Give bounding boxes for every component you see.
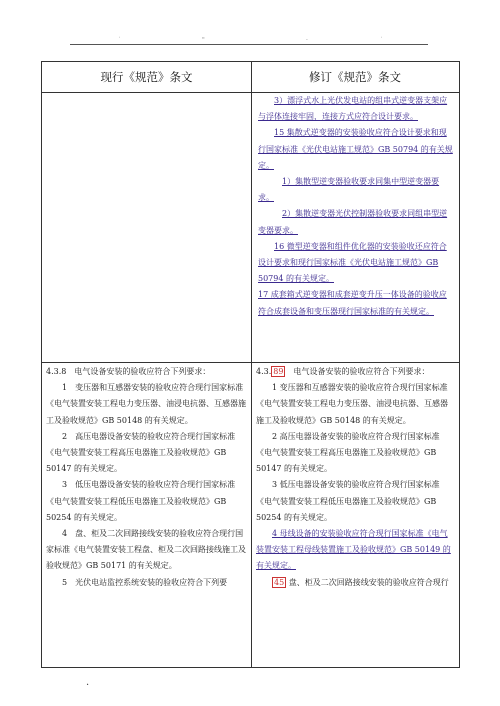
changed-number-mark: 45 [274,577,285,587]
clause-paragraph: 5 光伏电站监控系统安装的验收应符合下列要 [62,577,228,587]
footer-mark: · [86,680,90,691]
clause-heading: 4.3.8 电气设备安装的验收应符合下列要求： [46,367,211,376]
clause-paragraph: 4 盘、柜及二次回路接线安装的验收应符合现行国家标准《电气装置安装工程盘、柜及二次回路接线施工及验收规范》GB 50171 的有关规定。 [46,529,246,571]
header-mark: · [306,37,308,44]
changed-number-mark: 89 [273,367,284,376]
clause-paragraph-text: 盘、柜及二次回路接线安装的验收应符合现行 [286,577,449,587]
clause-paragraph: 17 成套箱式逆变器和成套逆变升压一体设备的验收应符合成套设备和变压器现行国家标准的有关规定。 [258,290,447,316]
col-revised-header: 修订《规范》条文 [309,70,401,84]
clause-heading [256,364,454,380]
header-rule [70,44,428,45]
col-current-header: 现行《规范》条文 [100,70,193,84]
clause-paragraph: 15 集散式逆变器的安装验收应符合设计要求和现行国家标准《光伏电站施工规范》GB 50794 的有关规定。 [258,128,453,170]
clause-paragraph: 16 微型逆变器和组件优化器的安装验收还应符合设计要求和现行国家标准《光伏电站施工规范》GB 50794 的有关规定。 [258,241,447,284]
clause-paragraph: 2）集散逆变器光伏控制器验收要求同组串型逆变器要求。 [258,209,448,235]
clause-paragraph: 1 变压器和互感器安装的验收应符合现行国家标准《电气装置安装工程电力变压器、油浸电抗器、互感器施工及验收规范》GB 50148 的有关规定。 [46,383,246,425]
clause-paragraph: 3 低压电器设备安装的验收应符合现行国家标准《电气装置安装工程低压电器施工及验收规范》GB 50254 的有关规定。 [256,480,440,522]
header-mark: ˙ [380,37,383,44]
current-clause-cell [46,364,246,591]
clause-paragraph [256,575,454,591]
clause-paragraph: 2 高压电器设备安装的验收应符合现行国家标准《电气装置安装工程高压电器施工及验收规范》GB 50147 的有关规定。 [256,431,440,474]
clause-paragraph-added: 4 母线设备的安装验收应符合现行国家标准《电气装置安装工程母线装置施工及验收规范》GB 50149 的有关规定。 [256,529,451,571]
clause-paragraph: 1）集散型逆变器验收要求同集中型逆变器要求。 [258,177,440,203]
clause-paragraph: 3）漂浮式水上光伏发电站的组串式逆变器支架应与浮体连接牢固，连接方式应符合设计要求。 [258,96,448,122]
header-mark: " [202,37,205,44]
clause-number: 4.3. [256,367,272,376]
revised-clause-cell [258,93,454,320]
comparison-table [41,61,460,668]
clause-paragraph: 3 低压电器设备安装的验收应符合现行国家标准《电气装置安装工程低压电器施工及验收规范》GB 50254 的有关规定。 [46,480,236,522]
clause-paragraph: 1 变压器和互感器安装的验收应符合现行国家标准《电气装置安装工程电力变压器、油浸电抗器、互感器施工及验收规范》GB 50148 的有关规定。 [256,383,448,425]
clause-paragraph: 2 高压电器设备安装的验收应符合现行国家标准《电气装置安装工程高压电器施工及验收规范》GB 50147 的有关规定。 [46,431,236,474]
clause-heading-text: 电气设备安装的验收应符合下列要求： [285,367,430,376]
header-mark: ˙ [118,37,121,44]
column-divider [251,62,252,667]
row-divider [42,362,459,363]
revised-clause-cell [256,364,454,591]
